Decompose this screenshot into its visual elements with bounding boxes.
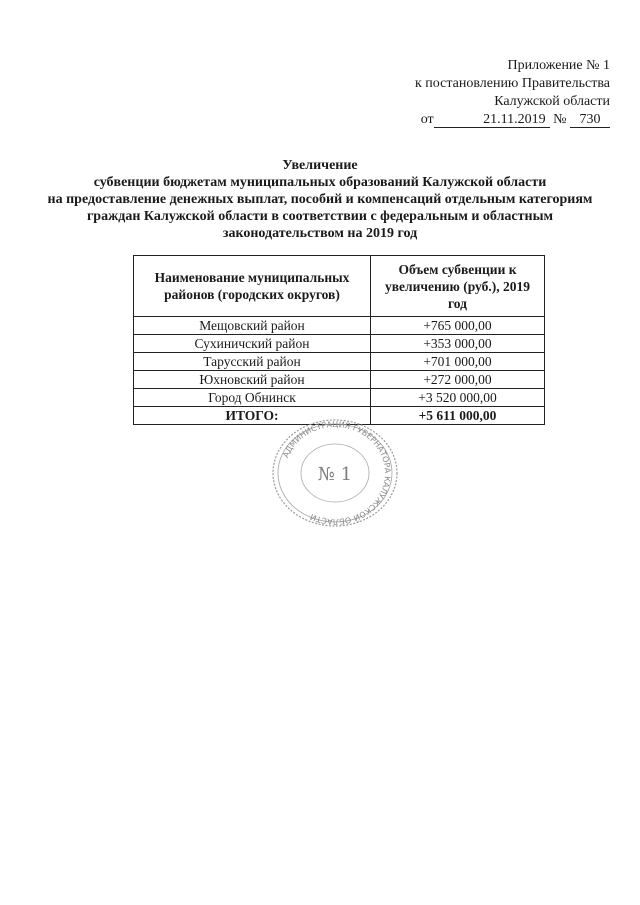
appendix-decree: к постановлению Правительства: [414, 76, 610, 91]
seal-number: № 1: [317, 464, 353, 485]
appendix-title: Приложение № 1: [507, 58, 610, 73]
title-line-4: граждан Калужской области в соответствии с федеральным и областным: [86, 209, 554, 224]
decree-number: 730: [570, 113, 610, 128]
appendix-block: [310, 57, 610, 129]
municipality-name: Город Обнинск: [134, 389, 371, 407]
title-line-1: Увеличение: [282, 158, 358, 173]
municipality-name: Сухиничский район: [134, 335, 371, 353]
table-row: [134, 389, 545, 407]
header-amount: Объем субвенции к увеличению (руб.), 2019 год: [371, 256, 545, 317]
subvention-table: [133, 255, 545, 425]
municipality-name: Тарусский район: [134, 353, 371, 371]
table-row: [134, 371, 545, 389]
subvention-amount: +701 000,00: [371, 353, 545, 371]
subvention-amount: +765 000,00: [371, 317, 545, 335]
subvention-amount: +272 000,00: [371, 371, 545, 389]
table-row: [134, 317, 545, 335]
date-prefix: от: [420, 112, 434, 127]
appendix-date-line: [310, 111, 610, 129]
official-seal-stamp: [270, 418, 400, 528]
decree-date: 21.11.2019: [434, 113, 550, 128]
subvention-amount: +3 520 000,00: [371, 389, 545, 407]
title-line-5: законодательством на 2019 год: [222, 226, 418, 241]
header-municipality: Наименование муниципальных районов (городских округов): [134, 256, 371, 317]
total-label: ИТОГО:: [134, 407, 371, 425]
seal-ring-text: АДМИНИСТРАЦИЯ ГУБЕРНАТОРА КАЛУЖСКОЙ ОБЛАСТИ: [281, 419, 393, 527]
municipality-name: Мещовский район: [134, 317, 371, 335]
number-sign: №: [553, 112, 567, 127]
subvention-amount: +353 000,00: [371, 335, 545, 353]
municipality-name: Юхновский район: [134, 371, 371, 389]
table-header-row: [134, 256, 545, 317]
table-row: [134, 335, 545, 353]
table-row: [134, 353, 545, 371]
title-line-2: субвенции бюджетам муниципальных образований Калужской области: [93, 175, 547, 190]
total-amount: +5 611 000,00: [371, 407, 545, 425]
appendix-region: Калужской области: [494, 94, 610, 109]
document-title: [0, 157, 640, 242]
title-line-3: на предоставление денежных выплат, пособий и компенсаций отдельным категориям: [47, 192, 593, 207]
